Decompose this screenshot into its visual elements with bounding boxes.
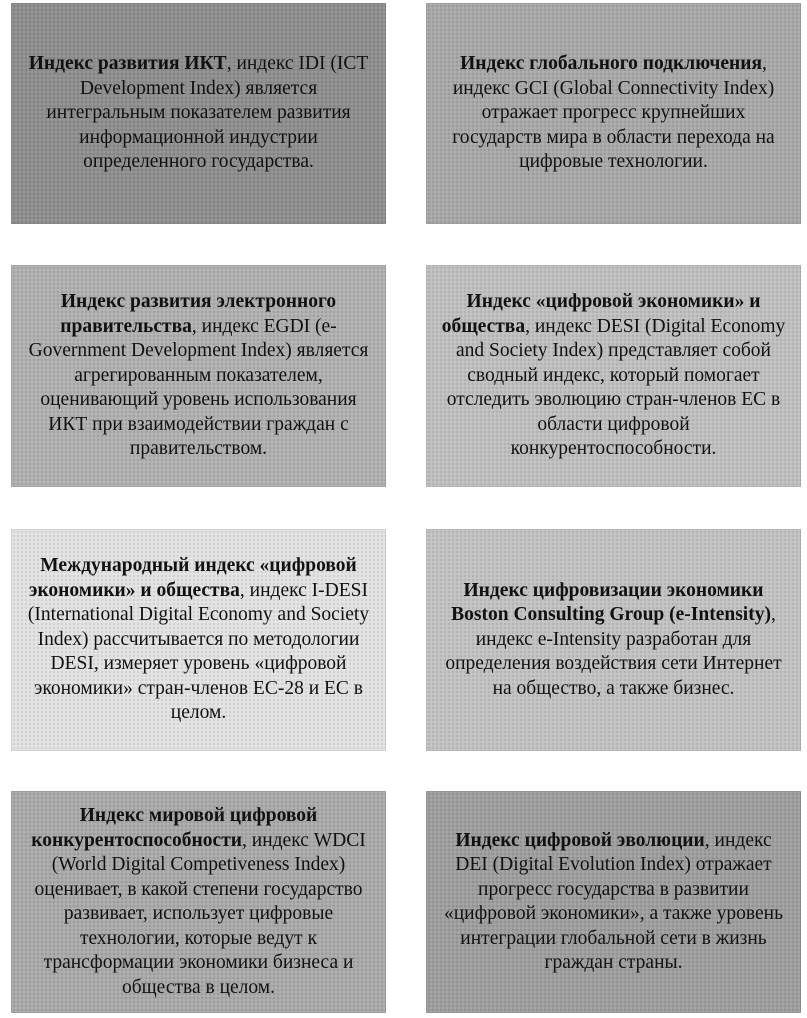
index-box-gci [426, 3, 801, 224]
index-box-idi [11, 3, 386, 224]
index-description: , индекс IDI (ICT Development Index) является интегральным показателем развития информационной индустрии определенного государства. [46, 53, 369, 173]
index-description: , индекс DESI (Digital Economy and Society Index) представляет собой сводный индекс, который помогает отследить эволюцию стран-членов ЕС в области цифровой конкурентоспособности. [446, 315, 786, 460]
index-box-text [24, 52, 373, 175]
index-description: , индекс e-Intensity разработан для определения воздействия сети Интернет на общество, а также бизнес. [445, 604, 782, 699]
index-box-dei [426, 791, 801, 1013]
index-box-i-desi [11, 529, 386, 751]
index-box-text [24, 804, 373, 1000]
index-title: Индекс цифровизации экономики Boston Consulting Group (e-Intensity) [451, 579, 771, 626]
index-box-text [439, 52, 788, 175]
index-box-text [439, 579, 788, 702]
index-box-text [439, 829, 788, 976]
index-description: , индекс EGDI (e-Government Development Index) является агрегированным показателем, оценивающий уровень использования ИКТ при взаимодействии граждан с правительством. [28, 315, 369, 460]
index-description: , индекс GCI (Global Connectivity Index) отражает прогресс крупнейших государств мира в области перехода на цифровые технологии. [452, 53, 775, 173]
index-box-desi [426, 265, 801, 487]
index-title: Индекс мировой цифровой конкурентоспособности [31, 805, 318, 851]
index-title: Индекс цифровой эволюции [455, 829, 705, 851]
index-box-wdci [11, 791, 386, 1013]
index-title: Индекс «цифровой экономики» и общества [441, 291, 761, 337]
index-title: Индекс глобального подключения [460, 53, 763, 75]
index-title: Индекс развития ИКТ [28, 53, 227, 75]
index-box-e-intensity [426, 529, 801, 751]
index-description: , индекс I-DESI (International Digital Economy and Society Index) рассчитывается по методологии DESI, измеряет уровень «цифровой экономики» стран-членов ЕС-28 и ЕС в целом. [27, 579, 370, 724]
index-box-text [24, 554, 373, 726]
index-box-egdi [11, 265, 386, 487]
index-title: Международный индекс «цифровой экономики» и общества [29, 555, 357, 601]
index-box-text [24, 290, 373, 462]
index-box-text [439, 290, 788, 462]
index-description: , индекс DEI (Digital Evolution Index) отражает прогресс государства в развитии «цифровой экономики», а также уровень интеграции глобальной сети в жизнь граждан страны. [444, 829, 783, 973]
index-title: Индекс развития электронного правительства [60, 291, 337, 337]
index-description: , индекс WDCI (World Digital Competiveness Index) оценивает, в какой степени государство развивает, использует цифровые технологии, которые ведут к трансформации экономики бизнеса и общества в целом. [34, 829, 366, 998]
